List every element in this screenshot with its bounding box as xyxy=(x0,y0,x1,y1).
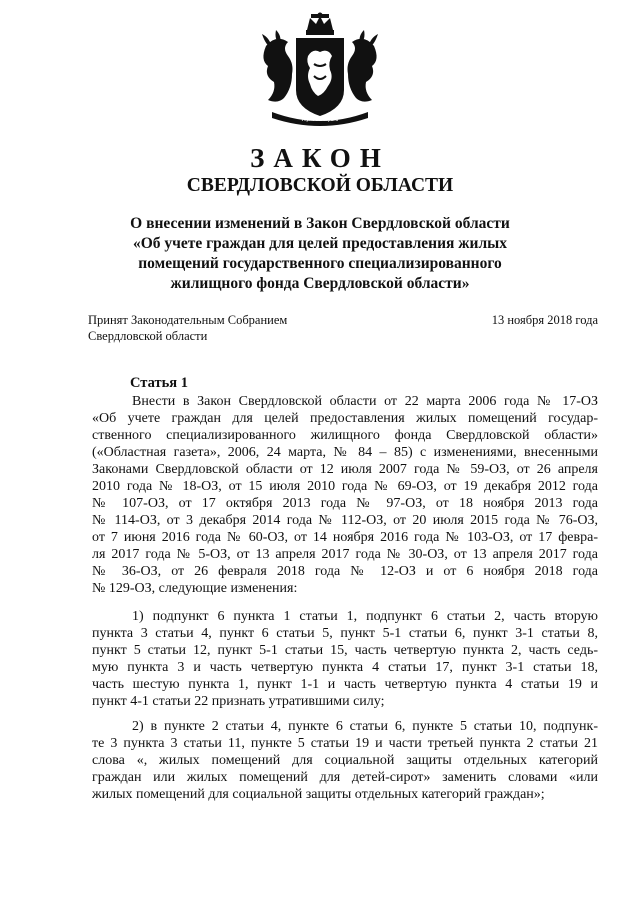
item-line: пункт 4-1 статьи 22 признать утратившими силу; xyxy=(92,694,385,709)
emblem-motto: Горнъ и Фабрики xyxy=(301,118,339,123)
body-line: № 107-ОЗ, от 17 октября 2013 года № 97-ОЗ, от 18 ноября 2013 года xyxy=(92,496,598,511)
body-line: («Областная газета», 2006, 24 марта, № 84 – 85) с изменениями, внесенными xyxy=(92,445,598,460)
body-line: Законами Свердловской области от 12 июля 2007 года № 59-ОЗ, от 26 апреля xyxy=(92,462,598,477)
subject-line: «Об учете граждан для целей предоставления жилых xyxy=(132,235,508,252)
article-heading: Статья 1 xyxy=(130,375,188,391)
item-line: те 3 пункта 3 статьи 11, пункте 5 статьи 19 и части третьей пункта 2 статьи 21 xyxy=(92,736,598,751)
adoption-date: 13 ноября 2018 года xyxy=(491,313,598,327)
body-line: Внести в Закон Свердловской области от 22 марта 2006 года № 17-ОЗ xyxy=(132,394,598,409)
item-line: мую пункта 3 и часть четвертую пункта 4 статьи 17, пункт 3-1 статьи 18, xyxy=(92,660,598,675)
body-line: 2010 года № 18-ОЗ, от 15 июля 2010 года № 69-ОЗ, от 19 декабря 2012 года xyxy=(92,479,598,494)
item-line: 1) подпункт 6 пункта 1 статьи 1, подпункт 6 статьи 2, часть вторую xyxy=(132,609,598,624)
region-title: СВЕРДЛОВСКОЙ ОБЛАСТИ xyxy=(186,175,454,196)
body-line: от 7 июня 2016 года № 60-ОЗ, от 14 ноября 2016 года № 103-ОЗ, от 17 февра- xyxy=(92,530,598,545)
body-line: № 114-ОЗ, от 3 декабря 2014 года № 112-ОЗ, от 20 июля 2015 года № 76-ОЗ, xyxy=(92,513,598,528)
item-line: граждан или жилых помещений для детей-сирот» заменить словами «или xyxy=(92,770,598,785)
law-title: ЗАКОН xyxy=(250,143,390,173)
adopted-by-line: Свердловской области xyxy=(88,329,208,343)
item-line: жилых помещений для социальной защиты отдельных категорий граждан»; xyxy=(92,787,545,802)
item-line: пункт 5 статьи 12, пункт 5-1 статьи 15, часть четвертую пункта 2, часть седь- xyxy=(92,643,598,658)
adopted-by xyxy=(88,312,287,344)
body-line: № 129-ОЗ, следующие изменения: xyxy=(92,581,298,596)
subject-line: помещений государственного специализированного xyxy=(138,255,502,272)
subject-line: жилищного фонда Свердловской области» xyxy=(170,275,470,292)
body-line: ля 2017 года № 5-ОЗ, от 13 апреля 2017 года № 30-ОЗ, от 13 апреля 2017 года xyxy=(92,547,598,562)
body-line: № 36-ОЗ, от 26 февраля 2018 года № 12-ОЗ и от 6 ноября 2018 года xyxy=(92,564,598,579)
body-line: «Об учете граждан для целей предоставления жилых помещений государ- xyxy=(92,411,598,426)
item-line: 2) в пункте 2 статьи 4, пункте 6 статьи 6, пункте 5 статьи 10, подпунк- xyxy=(132,719,598,734)
adopted-by-line: Принят Законодательным Собранием xyxy=(88,313,288,327)
coat-of-arms-emblem xyxy=(258,12,382,130)
item-line: слова «, жилых помещений для социальной защиты отдельных категорий xyxy=(92,753,598,768)
item-line: часть шестую пункта 1, пункт 1-1 и часть четвертую пункта 4 статьи 19 и xyxy=(92,677,598,692)
subject-line: О внесении изменений в Закон Свердловской области xyxy=(130,215,510,232)
body-line: ственного специализированного жилищного фонда Свердловской области» xyxy=(92,428,598,443)
law-subject-title xyxy=(100,214,540,294)
item-line: пункта 3 статьи 4, пункт 6 статьи 5, пункт 5-1 статьи 6, пункт 3-1 статьи 8, xyxy=(92,626,598,641)
